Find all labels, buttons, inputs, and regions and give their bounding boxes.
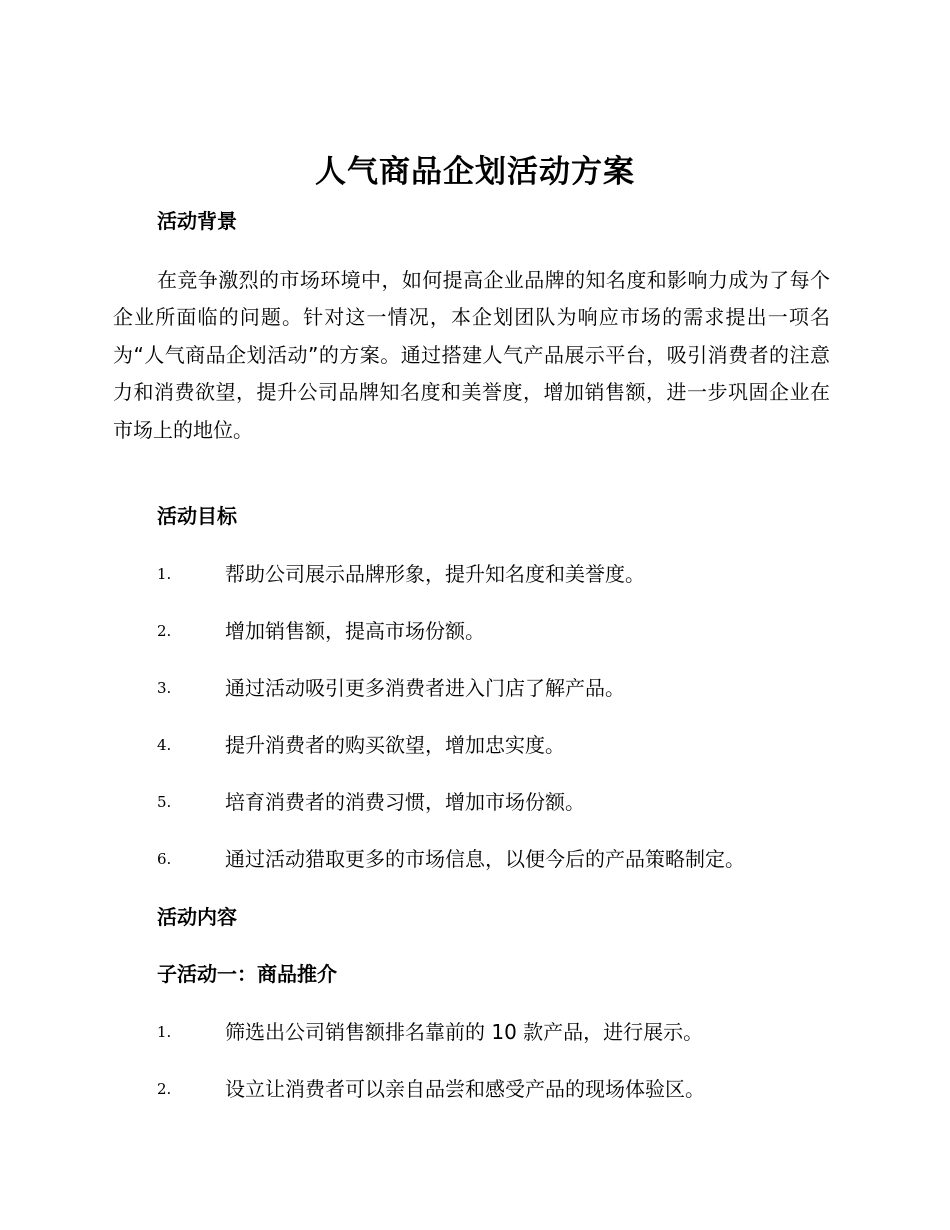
list-number: 1. [157, 1023, 172, 1041]
goal-list-item [157, 560, 837, 588]
section-heading-goals: 活动目标 [157, 504, 237, 528]
goal-list-item [157, 617, 837, 645]
list-number: 3. [157, 679, 172, 697]
sub-activity-heading: 子活动一：商品推介 [157, 962, 337, 986]
list-item-text: 通过活动猎取更多的市场信息，以便今后的产品策略制定。 [225, 847, 745, 871]
list-number: 2. [157, 1080, 172, 1098]
list-number: 2. [157, 622, 172, 640]
list-number: 4. [157, 736, 172, 754]
goal-list-item [157, 845, 837, 873]
list-item-text: 帮助公司展示品牌形象，提升知名度和美誉度。 [225, 562, 645, 586]
sub-activity-list-item [157, 1018, 837, 1046]
list-item-text: 增加销售额，提高市场份额。 [225, 619, 485, 643]
goal-list-item [157, 731, 837, 759]
list-number: 1. [157, 565, 172, 583]
document-title: 人气商品企划活动方案 [315, 154, 635, 190]
list-item-text: 培育消费者的消费习惯，增加市场份额。 [225, 790, 585, 814]
section-heading-content: 活动内容 [157, 905, 237, 929]
list-number: 5. [157, 793, 172, 811]
list-number: 6. [157, 850, 172, 868]
list-item-text: 筛选出公司销售额排名靠前的 10 款产品，进行展示。 [225, 1020, 704, 1044]
section-heading-background: 活动背景 [157, 209, 237, 233]
list-item-text: 提升消费者的购买欲望，增加忠实度。 [225, 733, 565, 757]
sub-activity-list-item [157, 1075, 837, 1103]
background-paragraph: 在竞争激烈的市场环境中，如何提高企业品牌的知名度和影响力成为了每个企业所面临的问题。针对这一情况，本企划团队为响应市场的需求提出一项名为“人气商品企划活动”的方案。通过搭建人气产品展示平台，吸引消费者的注意力和消费欲望，提升公司品牌知名度和美誉度，增加销售额，进一步巩固企业在市场上的地位。 [113, 268, 830, 442]
list-item-text: 设立让消费者可以亲自品尝和感受产品的现场体验区。 [225, 1077, 705, 1101]
goal-list-item [157, 788, 837, 816]
list-item-text: 通过活动吸引更多消费者进入门店了解产品。 [225, 676, 625, 700]
goal-list-item [157, 674, 837, 702]
